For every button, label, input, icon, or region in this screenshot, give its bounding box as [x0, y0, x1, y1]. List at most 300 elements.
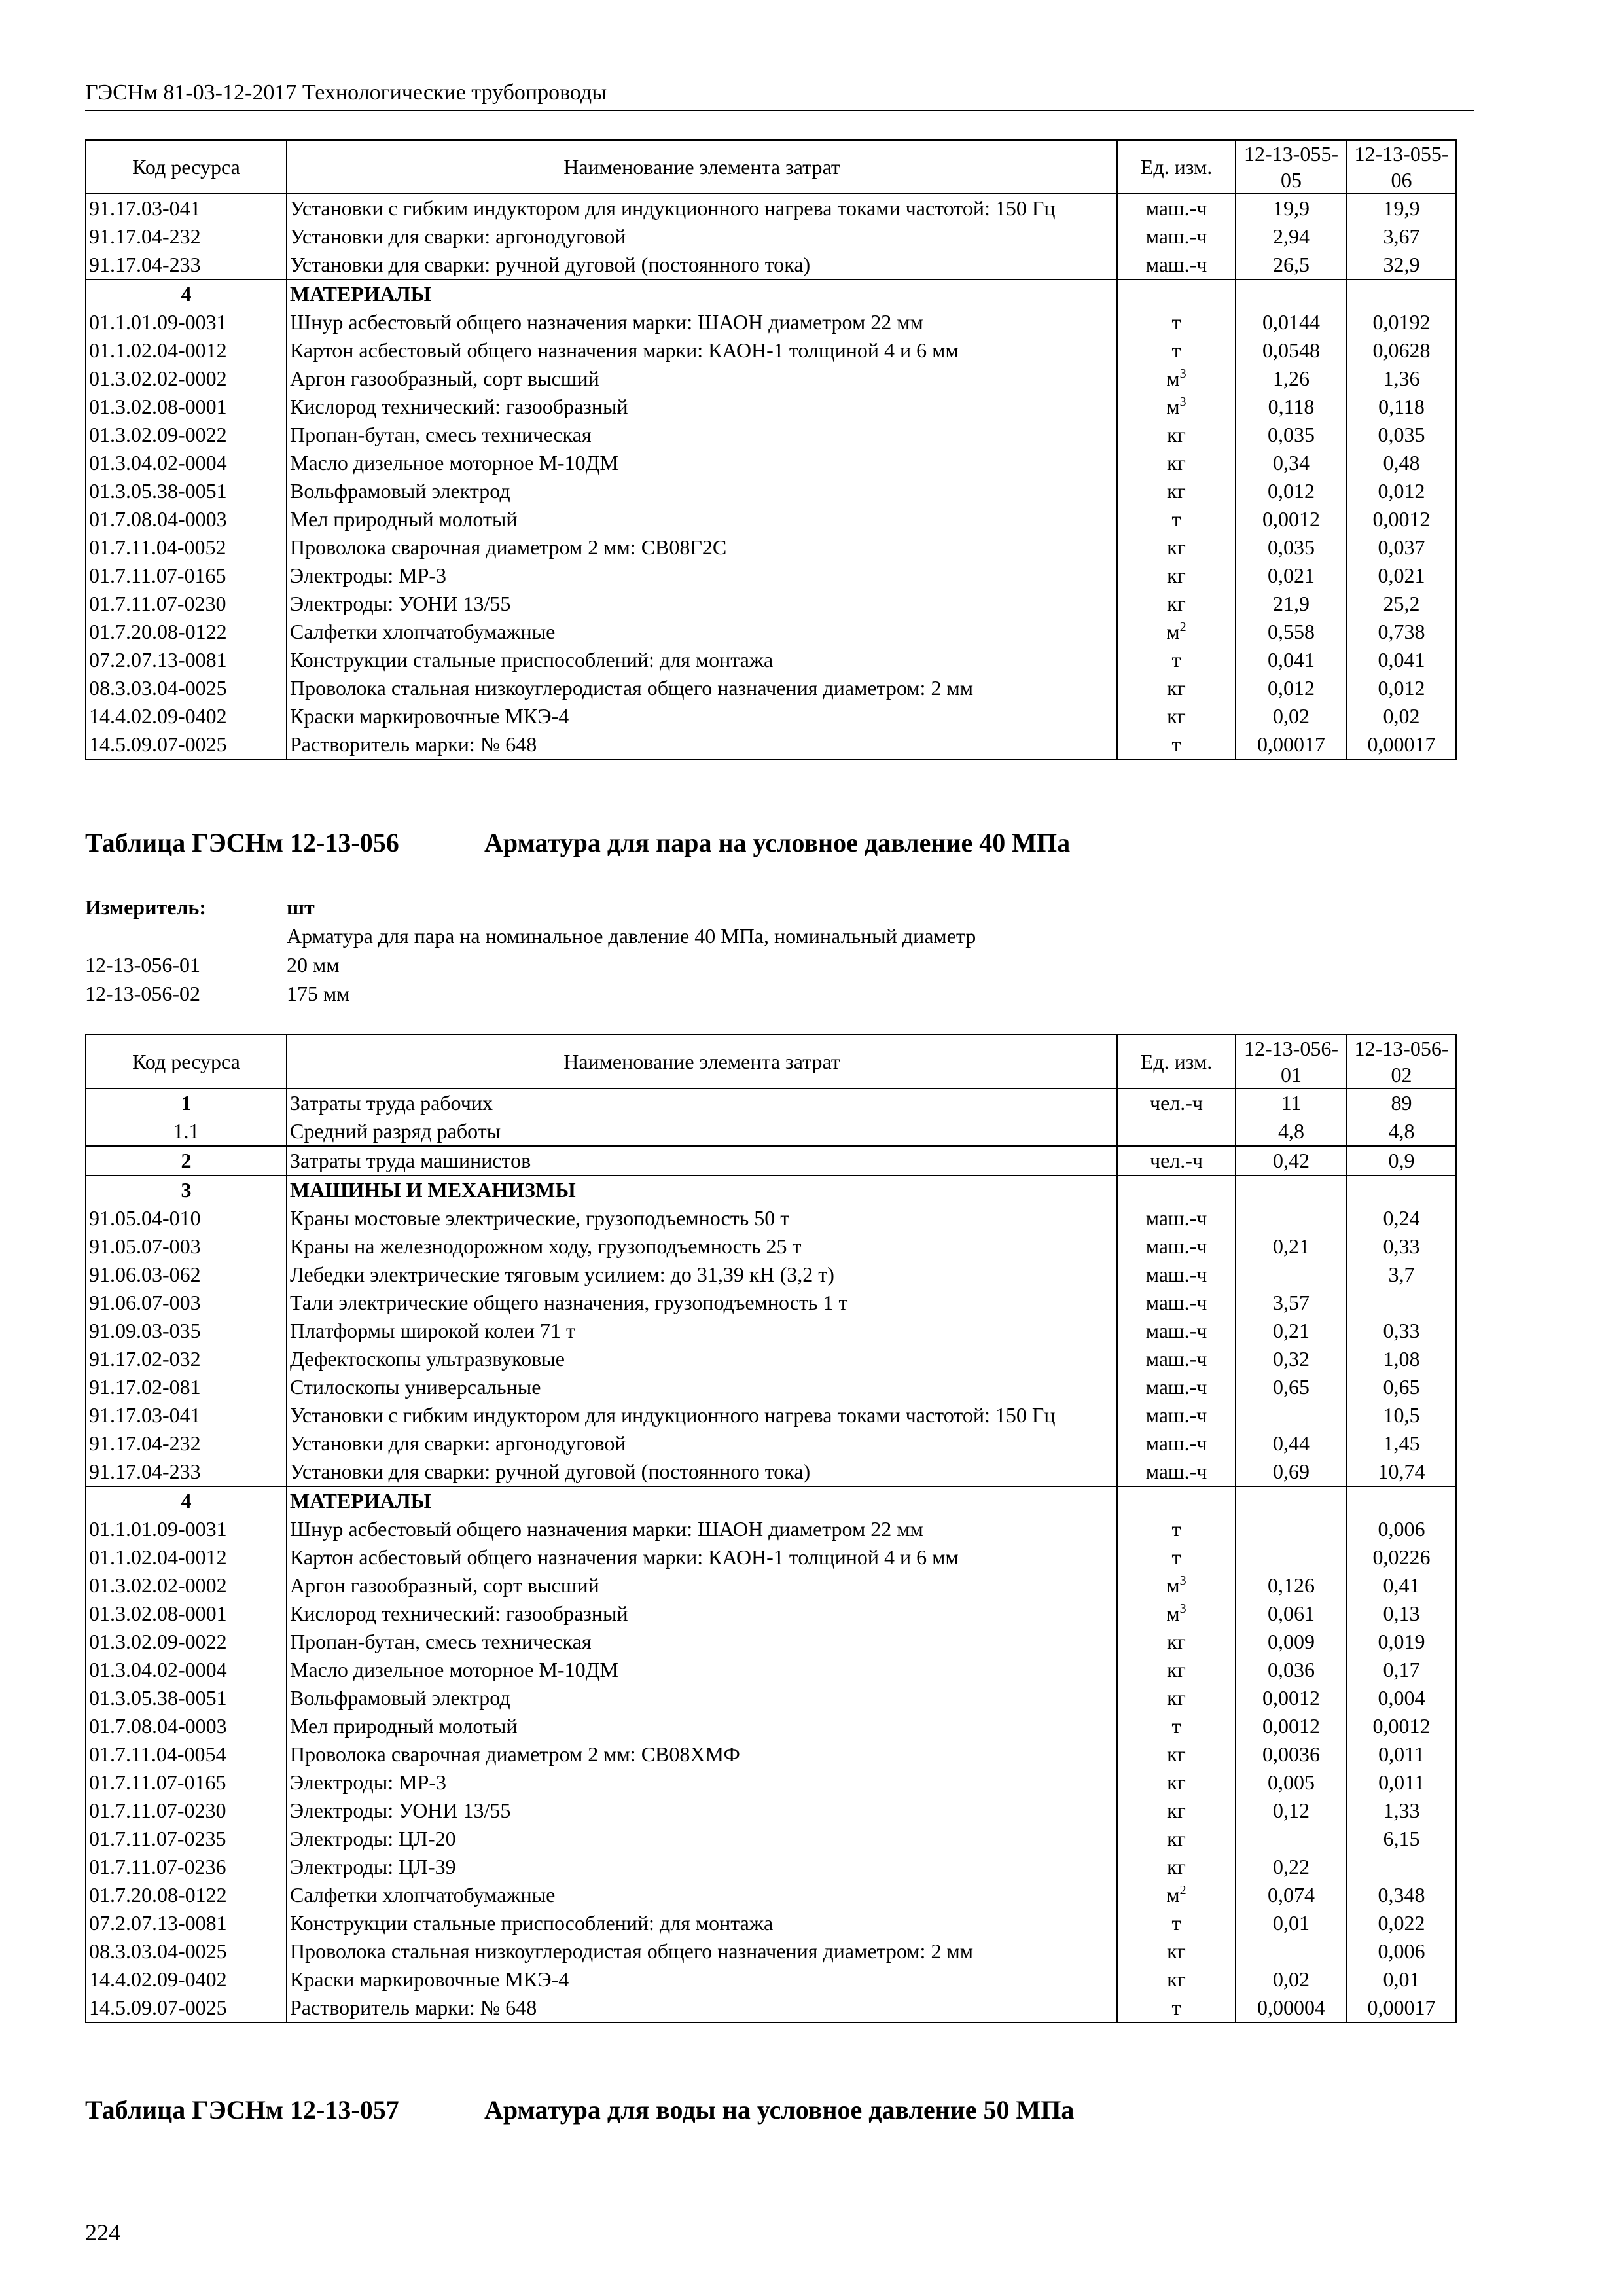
table-row — [86, 365, 1456, 393]
row-name: Масло дизельное моторное М-10ДМ — [287, 449, 1117, 477]
table-row — [86, 1740, 1456, 1768]
row-code: 01.7.11.07-0235 — [86, 1825, 287, 1853]
header-title: ГЭСНм 81-03-12-2017 Технологические трубопроводы — [85, 81, 607, 105]
row-value-1: 0,65 — [1236, 1373, 1347, 1401]
row-code: 14.5.09.07-0025 — [86, 730, 287, 759]
row-value-2: 0,348 — [1347, 1881, 1456, 1909]
row-value-2: 0,24 — [1347, 1204, 1456, 1232]
row-code: 01.7.20.08-0122 — [86, 1881, 287, 1909]
table-row — [86, 1937, 1456, 1965]
row-unit: $м^3$ — [1117, 393, 1236, 421]
row-name: Электроды: ЦЛ-39 — [287, 1853, 1117, 1881]
row-unit: маш.-ч — [1117, 1261, 1236, 1289]
row-value-1: 1,26 — [1236, 365, 1347, 393]
table-row — [86, 1571, 1456, 1600]
meter-value: шт — [287, 895, 315, 919]
row-name: Установки для сварки: ручной дуговой (постоянного тока) — [287, 251, 1117, 279]
table-row — [86, 1768, 1456, 1797]
row-unit: кг — [1117, 1825, 1236, 1853]
row-value-1: 0,036 — [1236, 1656, 1347, 1684]
row-code: 1 — [86, 1088, 287, 1117]
row-code: 91.17.04-233 — [86, 251, 287, 279]
table-header-row — [86, 140, 1456, 194]
row-code: 01.3.05.38-0051 — [86, 477, 287, 505]
row-value-1: 11 — [1236, 1088, 1347, 1117]
row-value-1: 0,0144 — [1236, 308, 1347, 336]
header-col2: 12-13-055- 06 — [1347, 140, 1456, 194]
row-value-2: 0,738 — [1347, 618, 1456, 646]
row-unit: т — [1117, 1543, 1236, 1571]
row-value-2: 19,9 — [1347, 194, 1456, 223]
row-code: 01.1.01.09-0031 — [86, 1515, 287, 1543]
row-value-2: 1,33 — [1347, 1797, 1456, 1825]
row-name: Краски маркировочные МКЭ-4 — [287, 1965, 1117, 1994]
table-row — [86, 505, 1456, 533]
row-code: 91.17.03-041 — [86, 194, 287, 223]
table-row — [86, 1204, 1456, 1232]
table-row — [86, 1909, 1456, 1937]
table-row — [86, 702, 1456, 730]
row-code: 2 — [86, 1146, 287, 1175]
variant-row — [85, 950, 976, 979]
table-row — [86, 449, 1456, 477]
row-name: Конструкции стальные приспособлений: для монтажа — [287, 1909, 1117, 1937]
row-name: Установки для сварки: аргонодуговой — [287, 223, 1117, 251]
row-value-2: 0,17 — [1347, 1656, 1456, 1684]
row-value-2: 25,2 — [1347, 590, 1456, 618]
row-name: Мел природный молотый — [287, 505, 1117, 533]
table-row — [86, 533, 1456, 562]
row-value-1 — [1236, 279, 1347, 308]
row-code: 91.17.02-081 — [86, 1373, 287, 1401]
row-code: 08.3.03.04-0025 — [86, 1937, 287, 1965]
row-name: Тали электрические общего назначения, грузоподъемность 1 т — [287, 1289, 1117, 1317]
row-name: Затраты труда рабочих — [287, 1088, 1117, 1117]
row-value-2: 0,006 — [1347, 1515, 1456, 1543]
header-code: Код ресурса — [86, 1035, 287, 1088]
row-value-1: 0,035 — [1236, 533, 1347, 562]
row-value-1 — [1236, 1401, 1347, 1429]
page-number: 224 — [85, 2219, 120, 2246]
row-unit: маш.-ч — [1117, 1289, 1236, 1317]
row-unit: чел.-ч — [1117, 1088, 1236, 1117]
row-code: 14.4.02.09-0402 — [86, 702, 287, 730]
row-name: Кислород технический: газообразный — [287, 1600, 1117, 1628]
row-unit — [1117, 1486, 1236, 1515]
row-unit: маш.-ч — [1117, 1429, 1236, 1458]
row-value-2: 0,0628 — [1347, 336, 1456, 365]
row-value-2: 0,33 — [1347, 1317, 1456, 1345]
row-name: Электроды: УОНИ 13/55 — [287, 590, 1117, 618]
row-value-1: 0,118 — [1236, 393, 1347, 421]
row-value-2: 32,9 — [1347, 251, 1456, 279]
row-unit — [1117, 279, 1236, 308]
row-code: 01.7.08.04-0003 — [86, 1712, 287, 1740]
row-name: Растворитель марки: № 648 — [287, 730, 1117, 759]
row-name: МАТЕРИАЛЫ — [287, 279, 1117, 308]
resource-table-056 — [85, 1034, 1457, 2023]
row-unit: кг — [1117, 702, 1236, 730]
row-value-1 — [1236, 1204, 1347, 1232]
row-value-1: 0,061 — [1236, 1600, 1347, 1628]
row-code: 1.1 — [86, 1117, 287, 1146]
row-value-2: 10,74 — [1347, 1458, 1456, 1486]
table-row — [86, 393, 1456, 421]
row-unit: кг — [1117, 477, 1236, 505]
row-name: Пропан-бутан, смесь техническая — [287, 1628, 1117, 1656]
row-unit: кг — [1117, 421, 1236, 449]
row-unit: т — [1117, 505, 1236, 533]
header-unit: Ед. изм. — [1117, 140, 1236, 194]
row-code: 91.17.04-233 — [86, 1458, 287, 1486]
table-row — [86, 618, 1456, 646]
row-unit: маш.-ч — [1117, 194, 1236, 223]
row-value-1: 0,02 — [1236, 1965, 1347, 1994]
row-name: Средний разряд работы — [287, 1117, 1117, 1146]
row-name: Аргон газообразный, сорт высший — [287, 1571, 1117, 1600]
table-number: Таблица ГЭСНм 12-13-057 — [85, 2095, 399, 2125]
table-row — [86, 1317, 1456, 1345]
row-unit: кг — [1117, 533, 1236, 562]
row-unit: кг — [1117, 1628, 1236, 1656]
row-name: Картон асбестовый общего назначения марки: КАОН-1 толщиной 4 и 6 мм — [287, 1543, 1117, 1571]
row-code: 01.3.02.02-0002 — [86, 365, 287, 393]
table-row — [86, 251, 1456, 279]
row-value-1: 21,9 — [1236, 590, 1347, 618]
table-row — [86, 1345, 1456, 1373]
meter-label: Измеритель: — [85, 895, 206, 919]
variant-code: 12-13-056-02 — [85, 982, 200, 1005]
row-code: 91.05.04-010 — [86, 1204, 287, 1232]
row-value-1: 0,005 — [1236, 1768, 1347, 1797]
row-name: Платформы широкой колеи 71 т — [287, 1317, 1117, 1345]
table-row — [86, 1656, 1456, 1684]
row-unit — [1117, 1117, 1236, 1146]
table-row — [86, 1600, 1456, 1628]
row-code: 01.3.02.08-0001 — [86, 393, 287, 421]
header-col1: 12-13-056- 01 — [1236, 1035, 1347, 1088]
row-name: Мел природный молотый — [287, 1712, 1117, 1740]
row-value-2: 10,5 — [1347, 1401, 1456, 1429]
row-value-2 — [1347, 1486, 1456, 1515]
row-value-1: 0,02 — [1236, 702, 1347, 730]
table-row — [86, 223, 1456, 251]
row-code: 01.7.11.07-0230 — [86, 590, 287, 618]
row-value-2: 1,36 — [1347, 365, 1456, 393]
row-name: Картон асбестовый общего назначения марки: КАОН-1 толщиной 4 и 6 мм — [287, 336, 1117, 365]
row-value-2: 0,004 — [1347, 1684, 1456, 1712]
row-unit: маш.-ч — [1117, 223, 1236, 251]
table-row — [86, 336, 1456, 365]
row-value-2: 0,0226 — [1347, 1543, 1456, 1571]
resource-table-055 — [85, 139, 1457, 760]
row-unit: маш.-ч — [1117, 1458, 1236, 1486]
header-col1: 12-13-055- 05 — [1236, 140, 1347, 194]
row-value-2: 0,012 — [1347, 674, 1456, 702]
header-col2: 12-13-056- 02 — [1347, 1035, 1456, 1088]
row-unit: кг — [1117, 1937, 1236, 1965]
row-value-2: 3,67 — [1347, 223, 1456, 251]
table-row — [86, 279, 1456, 308]
row-unit: маш.-ч — [1117, 1345, 1236, 1373]
row-code: 01.3.02.02-0002 — [86, 1571, 287, 1600]
row-value-1: 0,041 — [1236, 646, 1347, 674]
row-unit: маш.-ч — [1117, 1232, 1236, 1261]
row-value-1: 0,00017 — [1236, 730, 1347, 759]
row-value-1: 0,012 — [1236, 674, 1347, 702]
row-value-1: 0,009 — [1236, 1628, 1347, 1656]
row-value-2 — [1347, 279, 1456, 308]
page-header — [85, 77, 1474, 111]
row-name: Растворитель марки: № 648 — [287, 1994, 1117, 2022]
row-value-2: 0,011 — [1347, 1768, 1456, 1797]
row-code: 14.5.09.07-0025 — [86, 1994, 287, 2022]
row-name: Пропан-бутан, смесь техническая — [287, 421, 1117, 449]
table-row — [86, 1543, 1456, 1571]
row-name: Установки с гибким индуктором для индукционного нагрева токами частотой: 150 Гц — [287, 194, 1117, 223]
row-unit: т — [1117, 1712, 1236, 1740]
table-row — [86, 1853, 1456, 1881]
row-unit: кг — [1117, 1768, 1236, 1797]
row-value-1: 0,012 — [1236, 477, 1347, 505]
row-unit: кг — [1117, 1797, 1236, 1825]
row-value-1 — [1236, 1543, 1347, 1571]
header-unit: Ед. изм. — [1117, 1035, 1236, 1088]
row-value-1 — [1236, 1515, 1347, 1543]
variant-value: 175 мм — [287, 982, 350, 1005]
row-value-2: 0,9 — [1347, 1146, 1456, 1175]
row-code: 91.17.02-032 — [86, 1345, 287, 1373]
row-unit: маш.-ч — [1117, 1317, 1236, 1345]
table-row — [86, 1881, 1456, 1909]
row-value-1 — [1236, 1175, 1347, 1204]
row-value-2: 0,0012 — [1347, 505, 1456, 533]
row-unit: маш.-ч — [1117, 1373, 1236, 1401]
row-value-1: 0,00004 — [1236, 1994, 1347, 2022]
header-code: Код ресурса — [86, 140, 287, 194]
table-row — [86, 590, 1456, 618]
header-name: Наименование элемента затрат — [287, 1035, 1117, 1088]
row-name: Краны на железнодорожном ходу, грузоподъемность 25 т — [287, 1232, 1117, 1261]
row-name: Установки с гибким индуктором для индукционного нагрева токами частотой: 150 Гц — [287, 1401, 1117, 1429]
row-value-2: 3,7 — [1347, 1261, 1456, 1289]
table-row — [86, 1825, 1456, 1853]
row-code: 01.1.01.09-0031 — [86, 308, 287, 336]
row-value-1: 0,126 — [1236, 1571, 1347, 1600]
table-row — [86, 1232, 1456, 1261]
row-value-1: 0,44 — [1236, 1429, 1347, 1458]
row-name: Установки для сварки: ручной дуговой (постоянного тока) — [287, 1458, 1117, 1486]
row-code: 01.3.02.09-0022 — [86, 1628, 287, 1656]
table-row — [86, 1515, 1456, 1543]
row-name: Проволока сварочная диаметром 2 мм: СВ08ХМФ — [287, 1740, 1117, 1768]
row-code: 91.05.07-003 — [86, 1232, 287, 1261]
row-value-2: 0,011 — [1347, 1740, 1456, 1768]
row-unit: кг — [1117, 449, 1236, 477]
row-name: МАШИНЫ И МЕХАНИЗМЫ — [287, 1175, 1117, 1204]
row-value-1: 0,01 — [1236, 1909, 1347, 1937]
row-value-2: 0,41 — [1347, 1571, 1456, 1600]
row-value-2: 0,006 — [1347, 1937, 1456, 1965]
row-value-1: 0,0036 — [1236, 1740, 1347, 1768]
row-code: 01.7.11.07-0230 — [86, 1797, 287, 1825]
table-row — [86, 1712, 1456, 1740]
row-value-2: 0,13 — [1347, 1600, 1456, 1628]
row-unit: кг — [1117, 1740, 1236, 1768]
row-value-2: 4,8 — [1347, 1117, 1456, 1146]
row-name: Затраты труда машинистов — [287, 1146, 1117, 1175]
row-code: 4 — [86, 279, 287, 308]
table-row — [86, 194, 1456, 223]
row-code: 01.7.11.07-0165 — [86, 562, 287, 590]
row-code: 01.3.02.09-0022 — [86, 421, 287, 449]
row-value-1: 0,0012 — [1236, 1712, 1347, 1740]
meter-description: Арматура для пара на номинальное давление 40 МПа, номинальный диаметр — [287, 924, 976, 948]
row-code: 01.7.20.08-0122 — [86, 618, 287, 646]
row-code: 01.7.08.04-0003 — [86, 505, 287, 533]
row-value-1 — [1236, 1825, 1347, 1853]
row-value-2: 0,01 — [1347, 1965, 1456, 1994]
row-unit: т — [1117, 1909, 1236, 1937]
row-value-2: 0,021 — [1347, 562, 1456, 590]
row-code: 01.3.04.02-0004 — [86, 449, 287, 477]
row-unit: кг — [1117, 1684, 1236, 1712]
row-code: 91.17.03-041 — [86, 1401, 287, 1429]
table-row — [86, 1261, 1456, 1289]
row-value-1: 4,8 — [1236, 1117, 1347, 1146]
row-value-1: 0,021 — [1236, 562, 1347, 590]
row-value-2: 0,0012 — [1347, 1712, 1456, 1740]
row-name: Электроды: МР-3 — [287, 1768, 1117, 1797]
row-code: 01.7.11.04-0054 — [86, 1740, 287, 1768]
table-caption: Арматура для пара на условное давление 40 МПа — [484, 828, 1071, 857]
table-row — [86, 674, 1456, 702]
row-value-2: 89 — [1347, 1088, 1456, 1117]
row-name: Электроды: ЦЛ-20 — [287, 1825, 1117, 1853]
table-row — [86, 1458, 1456, 1486]
row-value-2: 0,035 — [1347, 421, 1456, 449]
table-caption: Арматура для воды на условное давление 50 МПа — [484, 2095, 1075, 2125]
row-value-2 — [1347, 1853, 1456, 1881]
table-row — [86, 308, 1456, 336]
row-code: 3 — [86, 1175, 287, 1204]
meter-block — [85, 893, 976, 1008]
row-value-1 — [1236, 1261, 1347, 1289]
row-unit: кг — [1117, 1965, 1236, 1994]
table-row — [86, 1289, 1456, 1317]
variant-row — [85, 979, 976, 1008]
row-value-2: 0,022 — [1347, 1909, 1456, 1937]
row-unit: кг — [1117, 1853, 1236, 1881]
header-name: Наименование элемента затрат — [287, 140, 1117, 194]
row-name: Установки для сварки: аргонодуговой — [287, 1429, 1117, 1458]
row-code: 07.2.07.13-0081 — [86, 1909, 287, 1937]
row-name: МАТЕРИАЛЫ — [287, 1486, 1117, 1515]
row-code: 01.1.02.04-0012 — [86, 336, 287, 365]
row-name: Салфетки хлопчатобумажные — [287, 618, 1117, 646]
row-value-1: 0,0548 — [1236, 336, 1347, 365]
row-code: 01.7.11.07-0236 — [86, 1853, 287, 1881]
row-unit: маш.-ч — [1117, 251, 1236, 279]
row-value-1: 0,69 — [1236, 1458, 1347, 1486]
row-unit: т — [1117, 730, 1236, 759]
row-unit: $м^3$ — [1117, 1571, 1236, 1600]
table-row — [86, 1628, 1456, 1656]
row-value-1: 0,42 — [1236, 1146, 1347, 1175]
row-value-2: 0,037 — [1347, 533, 1456, 562]
row-value-2: 1,08 — [1347, 1345, 1456, 1373]
row-code: 01.3.04.02-0004 — [86, 1656, 287, 1684]
table-title-056 — [85, 826, 1070, 860]
table-row — [86, 730, 1456, 759]
row-name: Аргон газообразный, сорт высший — [287, 365, 1117, 393]
row-code: 91.06.03-062 — [86, 1261, 287, 1289]
row-unit: т — [1117, 336, 1236, 365]
row-unit: т — [1117, 646, 1236, 674]
row-name: Электроды: УОНИ 13/55 — [287, 1797, 1117, 1825]
table-row — [86, 1797, 1456, 1825]
variant-value: 20 мм — [287, 953, 340, 977]
row-value-1: 0,21 — [1236, 1317, 1347, 1345]
row-name: Электроды: МР-3 — [287, 562, 1117, 590]
row-value-1: 0,12 — [1236, 1797, 1347, 1825]
row-value-1: 0,32 — [1236, 1345, 1347, 1373]
row-value-2: 0,65 — [1347, 1373, 1456, 1401]
row-name: Дефектоскопы ультразвуковые — [287, 1345, 1117, 1373]
row-value-1 — [1236, 1486, 1347, 1515]
row-unit: т — [1117, 1994, 1236, 2022]
row-code: 01.3.02.08-0001 — [86, 1600, 287, 1628]
row-value-2: 0,48 — [1347, 449, 1456, 477]
row-value-1: 19,9 — [1236, 194, 1347, 223]
row-name: Вольфрамовый электрод — [287, 477, 1117, 505]
row-name: Проволока стальная низкоуглеродистая общего назначения диаметром: 2 мм — [287, 674, 1117, 702]
row-value-2: 1,45 — [1347, 1429, 1456, 1458]
row-code: 08.3.03.04-0025 — [86, 674, 287, 702]
table-header-row — [86, 1035, 1456, 1088]
row-value-1: 2,94 — [1236, 223, 1347, 251]
row-code: 01.7.11.04-0052 — [86, 533, 287, 562]
row-value-2: 0,0192 — [1347, 308, 1456, 336]
row-code: 91.09.03-035 — [86, 1317, 287, 1345]
table-row — [86, 1373, 1456, 1401]
row-name: Конструкции стальные приспособлений: для монтажа — [287, 646, 1117, 674]
table-row — [86, 562, 1456, 590]
row-value-1 — [1236, 1937, 1347, 1965]
row-value-1: 0,0012 — [1236, 505, 1347, 533]
row-unit: кг — [1117, 562, 1236, 590]
table-row — [86, 1486, 1456, 1515]
table-row — [86, 646, 1456, 674]
row-value-2: 0,02 — [1347, 702, 1456, 730]
row-value-2: 0,00017 — [1347, 1994, 1456, 2022]
row-unit: $м^2$ — [1117, 618, 1236, 646]
row-name: Краски маркировочные МКЭ-4 — [287, 702, 1117, 730]
row-name: Проволока стальная низкоуглеродистая общего назначения диаметром: 2 мм — [287, 1937, 1117, 1965]
row-code: 91.06.07-003 — [86, 1289, 287, 1317]
row-value-1: 0,035 — [1236, 421, 1347, 449]
row-value-1: 0,074 — [1236, 1881, 1347, 1909]
row-value-2: 6,15 — [1347, 1825, 1456, 1853]
row-name: Вольфрамовый электрод — [287, 1684, 1117, 1712]
row-unit: кг — [1117, 590, 1236, 618]
row-value-1: 0,558 — [1236, 618, 1347, 646]
table-row — [86, 1684, 1456, 1712]
row-unit: $м^3$ — [1117, 1600, 1236, 1628]
row-unit — [1117, 1175, 1236, 1204]
row-name: Шнур асбестовый общего назначения марки: ШАОН диаметром 22 мм — [287, 1515, 1117, 1543]
table-row — [86, 1117, 1456, 1146]
